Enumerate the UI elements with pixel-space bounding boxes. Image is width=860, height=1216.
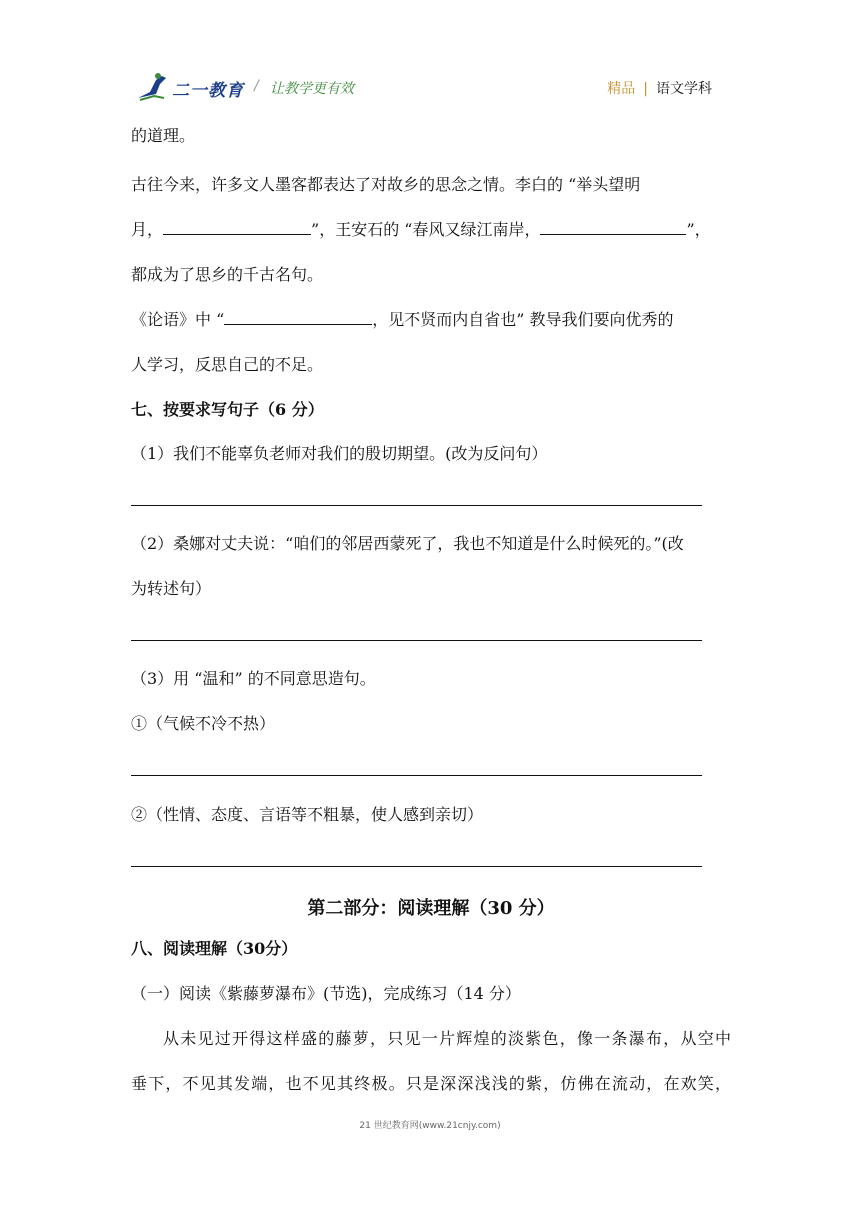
text-segment: 《论语》中 “ [131, 310, 225, 329]
answer-line[interactable] [131, 505, 702, 506]
page-footer: 21 世纪教育网(www.21cnjy.com) [359, 1121, 501, 1131]
header-slogan: 让教学更有效 [270, 81, 354, 97]
text-segment: ”，王安石的 “春风又绿江南岸， [311, 220, 541, 239]
passage-line: 从未见过开得这样盛的藤萝，只见一片辉煌的淡紫色，像一条瀑布，从空中 [163, 1029, 731, 1048]
text-line: 人学习，反思自己的不足。 [131, 355, 324, 374]
answer-line[interactable] [131, 640, 702, 641]
question-3: （3）用 “温和” 的不同意思造句。 [131, 669, 376, 688]
text-line-with-blank [131, 310, 731, 330]
text-segment: ，见不贤而内自省也” 教导我们要向优秀的 [372, 310, 674, 329]
logo-text: 二一教育 [172, 81, 244, 101]
text-line: 都成为了思乡的千古名句。 [131, 265, 324, 284]
header-right [607, 78, 712, 98]
text-line-with-blanks [131, 220, 731, 240]
text-segment: ”， [686, 220, 711, 239]
part-2-title: 第二部分：阅读理解（30 分） [307, 898, 555, 919]
question-3-1: ①（气候不冷不热） [131, 714, 276, 733]
badge-jingpin: 精品 [607, 81, 636, 97]
header-slash: / [254, 78, 259, 94]
fill-blank[interactable] [540, 220, 686, 235]
subject-label: 语文学科 [656, 81, 712, 97]
section-8-title: 八、阅读理解（30分） [131, 939, 298, 958]
section-7-title: 七、按要求写句子（6 分） [131, 400, 324, 419]
fill-blank[interactable] [163, 220, 311, 235]
fill-blank[interactable] [224, 310, 372, 325]
question-2: （2）桑娜对丈夫说：“咱们的邻居西蒙死了，我也不知道是什么时候死的。”(改 [131, 534, 684, 553]
question-3-2: ②（性情、态度、言语等不粗暴，使人感到亲切） [131, 805, 484, 824]
text-segment: 月， [131, 220, 164, 239]
passage-line: 垂下，不见其发端，也不见其终极。只是深深浅浅的紫，仿佛在流动，在欢笑， [131, 1074, 731, 1093]
text-line: 的道理。 [131, 126, 196, 145]
header-divider: | [643, 81, 648, 97]
question-1: （1）我们不能辜负老师对我们的殷切期望。(改为反问句） [131, 444, 548, 463]
question-2-cont: 为转述句） [131, 579, 212, 598]
runner-logo-icon [136, 72, 170, 102]
text-line: 古往今来，许多文人墨客都表达了对故乡的思念之情。李白的 “举头望明 [131, 175, 641, 194]
sub-section-1-title: （一）阅读《紫藤萝瀑布》(节选)，完成练习（14 分） [131, 984, 521, 1003]
page-header [136, 70, 736, 110]
answer-line[interactable] [131, 775, 702, 776]
answer-line[interactable] [131, 866, 702, 867]
